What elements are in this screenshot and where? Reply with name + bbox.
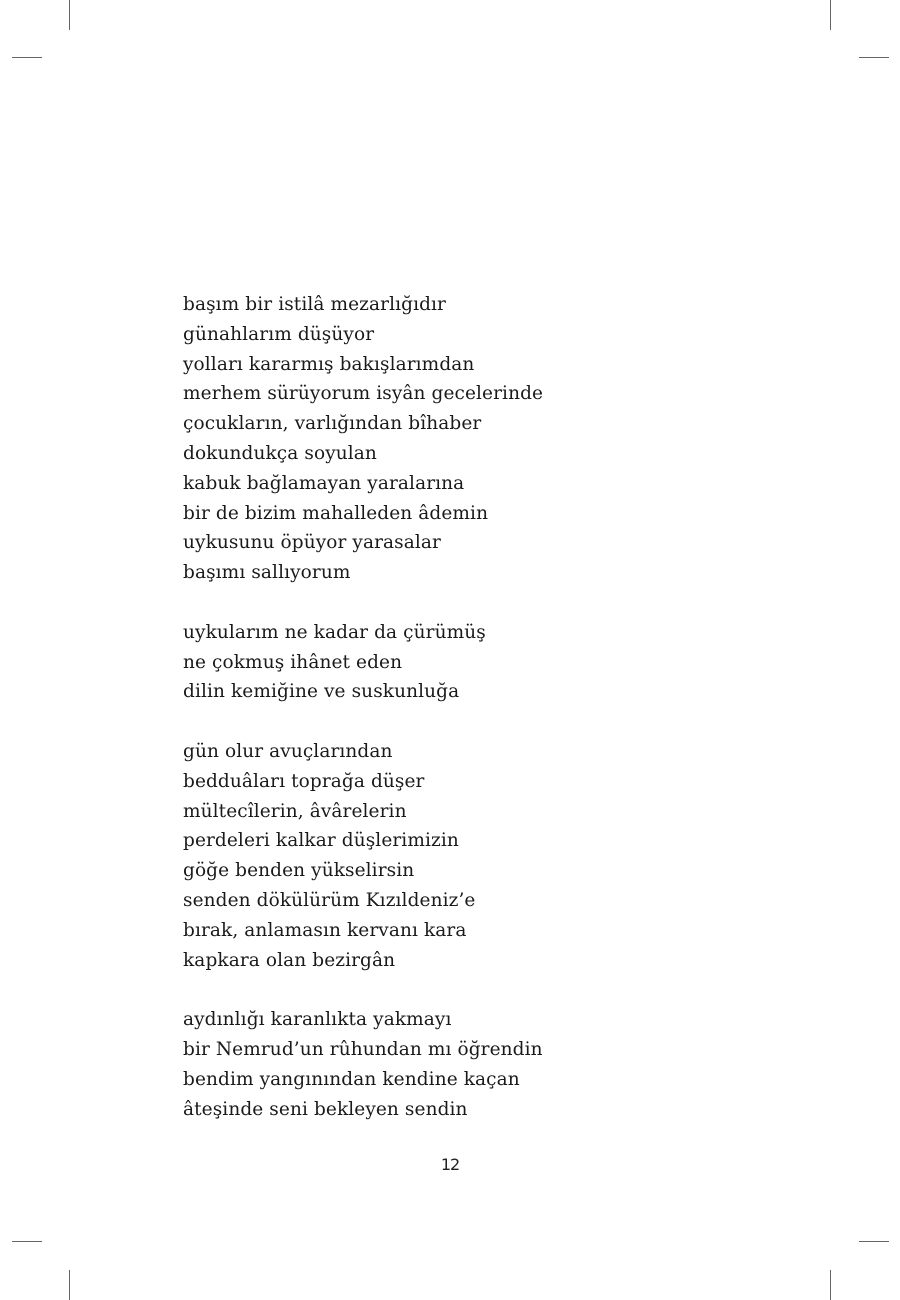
poem-line: dilin kemiğine ve suskunluğa — [183, 681, 460, 703]
poem-line: yolları kararmış bakışlarımdan — [183, 353, 475, 375]
poem-line: uykularım ne kadar da çürümüş — [183, 621, 486, 643]
poem-line: başımı sallıyorum — [183, 562, 351, 584]
crop-mark-bottom-right-vertical — [830, 1270, 831, 1300]
stanza — [183, 618, 783, 707]
page-number: 12 — [440, 1155, 460, 1174]
crop-mark-bottom-right-horizontal — [859, 1241, 889, 1242]
poem-line: dokundukça soyulan — [183, 442, 377, 464]
crop-mark-bottom-left-horizontal — [12, 1241, 42, 1242]
poem-line: bedduâları toprağa düşer — [183, 770, 425, 792]
poem-line: göğe benden yükselirsin — [183, 860, 415, 882]
poem-line: bir de bizim mahalleden âdemin — [183, 502, 489, 524]
stanza — [183, 737, 783, 975]
poem-line: günahlarım düşüyor — [183, 323, 375, 345]
poem-line: gün olur avuçlarından — [183, 740, 393, 762]
poem — [183, 290, 783, 1154]
stanza — [183, 1005, 783, 1124]
crop-mark-top-right-horizontal — [859, 57, 889, 58]
crop-mark-top-left-vertical — [69, 0, 70, 30]
poem-line: perdeleri kalkar düşlerimizin — [183, 830, 459, 852]
poem-line: kapkara olan bezirgân — [183, 949, 396, 971]
crop-mark-bottom-left-vertical — [69, 1270, 70, 1300]
stanza — [183, 290, 783, 588]
poem-line: senden dökülürüm Kızıldeniz’e — [183, 889, 476, 911]
poem-line: ne çokmuş ihânet eden — [183, 651, 403, 673]
poem-line: bir Nemrud’un rûhundan mı öğrendin — [183, 1038, 543, 1060]
poem-line: aydınlığı karanlıkta yakmayı — [183, 1009, 452, 1031]
poem-line: çocukların, varlığından bîhaber — [183, 413, 482, 435]
poem-line: kabuk bağlamayan yaralarına — [183, 472, 465, 494]
poem-line: bendim yangınından kendine kaçan — [183, 1068, 520, 1090]
poem-line: bırak, anlamasın kervanı kara — [183, 919, 467, 941]
poem-line: başım bir istilâ mezarlığıdır — [183, 294, 446, 315]
crop-mark-top-right-vertical — [830, 0, 831, 30]
poem-line: merhem sürüyorum isyân gecelerinde — [183, 383, 544, 405]
poem-line: uykusunu öpüyor yarasalar — [183, 532, 441, 554]
poem-line: mültecîlerin, âvârelerin — [183, 800, 407, 822]
crop-mark-top-left-horizontal — [12, 57, 42, 58]
poem-line: âteşinde seni bekleyen sendin — [183, 1098, 468, 1120]
